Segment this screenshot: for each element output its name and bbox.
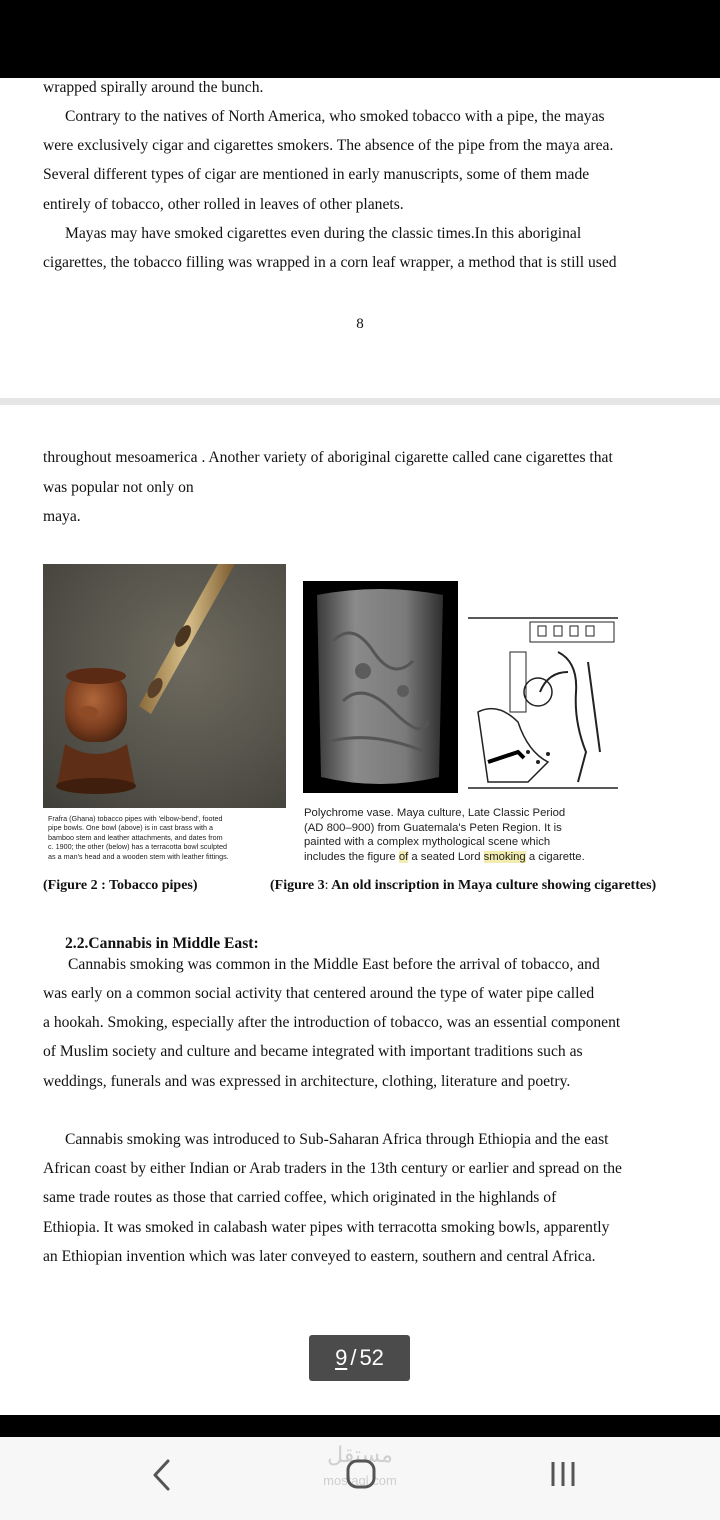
paragraph-line: were exclusively cigar and cigarettes smokers. The absence of the pipe from the maya area. (43, 137, 614, 154)
page-indicator[interactable] (309, 1335, 410, 1381)
paragraph-line: weddings, funerals and was expressed in architecture, clothing, literature and poetry. (43, 1073, 571, 1090)
caption-line: Polychrome vase. Maya culture, Late Classic Period (304, 807, 566, 819)
paragraph-line: an Ethiopian invention which was later conveyed to eastern, southern and central Africa. (43, 1248, 596, 1265)
recent-apps-icon[interactable] (548, 1457, 578, 1491)
paragraph-line: a hookah. Smoking, especially after the introduction of tobacco, was an essential component (43, 1014, 621, 1031)
paragraph-line: was popular not only on (43, 479, 194, 496)
caption-line: c. 1900; the other (below) has a terracotta bowl sculpted (48, 842, 227, 852)
vase-illustration (303, 581, 458, 793)
watermark-arabic: مستقل (327, 1443, 393, 1468)
page-number: 8 (356, 316, 364, 332)
paragraph-line: Ethiopia. It was smoked in calabash water pipes with terracotta smoking bowls, apparently (43, 1219, 610, 1236)
paragraph-line: wrapped spirally around the bunch. (43, 79, 264, 96)
caption-text: a cigarette. (525, 850, 585, 863)
caption-line: (AD 800–900) from Guatemala's Peten Region. It is (304, 821, 562, 834)
figure-2-caption (48, 814, 284, 861)
figure-3-caption (304, 806, 624, 864)
paragraph-line: Mayas may have smoked cigarettes even during the classic times.In this aboriginal (65, 225, 582, 242)
paragraph-line: African coast by either Indian or Arab traders in the 13th century or earlier and spread on the (43, 1160, 622, 1177)
page-separator (0, 398, 720, 405)
watermark-latin: mostaql.com (323, 1473, 397, 1488)
figure-3-label-rest: An old inscription in Maya culture showing cigarettes) (328, 878, 657, 893)
section-heading: 2.2.Cannabis in Middle East: (65, 935, 259, 952)
paragraph-line: Cannabis smoking was common in the Middle East before the arrival of tobacco, and (68, 956, 600, 973)
paragraph-line: same trade routes as those that carried coffee, which originated in the highlands of (43, 1189, 557, 1206)
paragraph-line: entirely of tobacco, other rolled in leaves of other planets. (43, 196, 404, 213)
paragraph-line: Contrary to the natives of North America, who smoked tobacco with a pipe, the mayas (65, 108, 605, 125)
total-pages: 52 (359, 1345, 384, 1370)
paragraph-line: maya. (43, 508, 81, 525)
figure-2 (43, 564, 286, 866)
maya-inscription-drawing (468, 612, 618, 794)
caption-text: includes the figure (304, 850, 399, 863)
caption-line: painted with a complex mythological scene which (304, 836, 551, 849)
caption-line: Frafra (Ghana) tobacco pipes with 'elbow-bend', footed (48, 814, 223, 823)
pipe-illustration (43, 564, 286, 808)
page-separator-text: / (350, 1345, 357, 1370)
figure-3-label (270, 878, 656, 894)
caption-line (304, 850, 624, 865)
figure-3-label-prefix: (Figure 3 (270, 878, 325, 893)
paragraph-line: Several different types of cigar are mentioned in early manuscripts, some of them made (43, 166, 590, 183)
current-page: 9 (335, 1345, 348, 1370)
tobacco-pipe-photo (43, 564, 286, 808)
navigation-bar (0, 1437, 720, 1520)
status-bar (0, 0, 720, 78)
figure-3-label-colon: : (324, 878, 329, 893)
caption-line: bamboo stem and leather attachments, and dates from (48, 832, 223, 842)
paragraph-line: Cannabis smoking was introduced to Sub-Saharan Africa through Ethiopia and the east (65, 1131, 609, 1148)
back-icon[interactable] (148, 1455, 174, 1495)
caption-line: as a man's head and a wooden stem with leather fittings. (48, 851, 229, 861)
caption-line: pipe bowls. One bowl (above) is in cast brass with a (48, 823, 213, 833)
highlighted-text: of (398, 850, 409, 863)
home-icon[interactable] (344, 1457, 378, 1491)
paragraph-line: was early on a common social activity that centered around the type of water pipe called (43, 985, 595, 1002)
paragraph-line: of Muslim society and culture and became integrated with important traditions such as (43, 1043, 583, 1060)
inscription-illustration (468, 612, 618, 794)
caption-text: a seated Lord (408, 850, 484, 863)
figure-2-label: (Figure 2 : Tobacco pipes) (43, 878, 198, 893)
paragraph-line: cigarettes, the tobacco filling was wrapped in a corn leaf wrapper, a method that is still used (43, 254, 617, 271)
highlighted-text: smoking (483, 850, 526, 863)
paragraph-line: throughout mesoamerica . Another variety of aboriginal cigarette called cane cigarettes that (43, 449, 613, 466)
maya-vase-photo (303, 581, 458, 793)
bottom-bezel (0, 1415, 720, 1437)
